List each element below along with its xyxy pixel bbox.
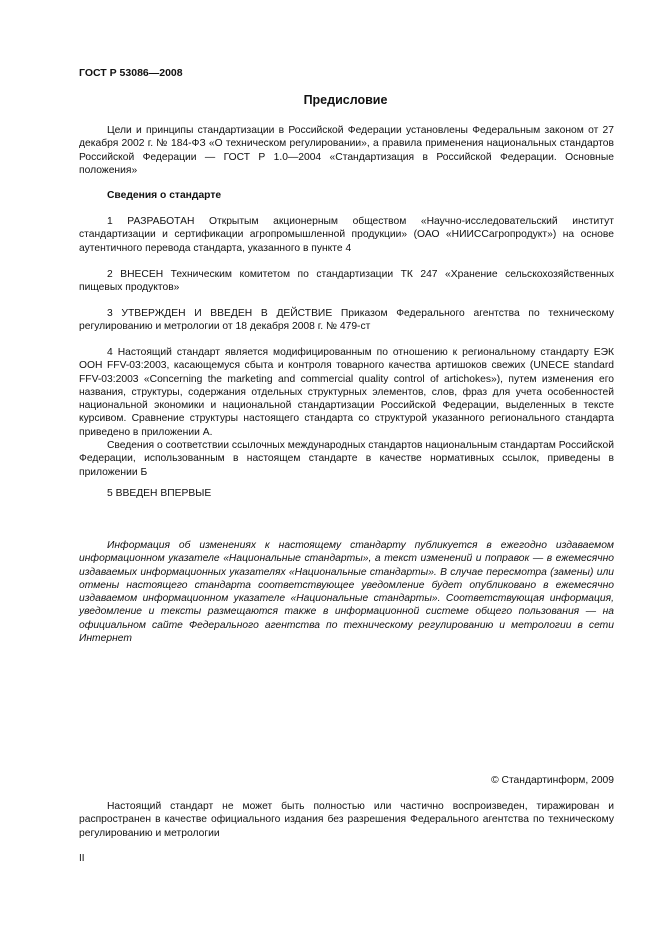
item-2 [79,268,614,295]
intro-block [79,124,614,177]
section-heading-block [79,189,614,202]
reproduction-block [79,800,614,840]
document-code: ГОСТ Р 53086—2008 [79,67,183,79]
intro-paragraph: Цели и принципы стандартизации в Российской Федерации установлены Федеральным законом от 27 декабря 2002 г. № 184-ФЗ «О техническом регулировании», а правила применения национальных стандартов Российской Федерации — ГОСТ Р 1.0—2004 «Стандартизация в Российской Федерации. Основные положения» [79,125,614,176]
reproduction-notice: Настоящий стандарт не может быть полностью или частично воспроизведен, тиражирован и распространен в качестве официального издания без разрешения Федерального агентства по техническому регулированию и метрологии [79,801,614,839]
item-developed: 1 РАЗРАБОТАН Открытым акционерным обществом «Научно-исследовательский институт стандартизации и сертификации агропромышленной продукции» (ОАО «НИИССагропродукт») на основе аутентичного перевода стандарта, указанного в пункте 4 [79,216,614,254]
item-introduced: 2 ВНЕСЕН Техническим комитетом по стандартизации ТК 247 «Хранение сельскохозяйственных пищевых продуктов» [79,269,614,294]
info-block [79,539,614,645]
item-first-introduced: 5 ВВЕДЕН ВПЕРВЫЕ [107,488,212,499]
item-3 [79,307,614,334]
item-5 [79,487,614,500]
item-modified: 4 Настоящий стандарт является модифицированным по отношению к региональному стандарту ЕЭК ООН FFV-03:2003, касающемуся сбыта и контроля товарного качества артишоков свежих (UNECE standard FFV-03:2003 «Concerning the marketing and commercial quality control of artichokes»), путем изменения его названия, структуры, содержания отдельных структурных элементов, слов, фраз для учета особенностей национальной экономики и национальной стандартизации Российской Федерации, выделенных в тексте курсивом. Сравнение структуры настоящего стандарта со структурой указанного регионального стандарта приведено в приложении А. [79,347,614,438]
page-number: II [79,853,85,864]
section-title: Сведения о стандарте [107,190,222,201]
copyright: © Стандартинформ, 2009 [491,775,614,786]
item-approved: 3 УТВЕРЖДЕН И ВВЕДЕН В ДЕЙСТВИЕ Приказом Федерального агентства по техническому регулированию и метрологии от 18 декабря 2008 г. № 479-ст [79,308,614,333]
page-title: Предисловие [303,93,388,107]
item-references: Сведения о соответствии ссылочных международных стандартов национальным стандартам Российской Федерации, использованным в настоящем стандарте в качестве нормативных ссылок, приведены в приложении Б [79,440,614,478]
item-1 [79,215,614,255]
info-notice: Информация об изменениях к настоящему стандарту публикуется в ежегодно издаваемом информационном указателе «Национальные стандарты», а текст изменений и поправок — в ежемесячно издаваемых информационных указателях «Национальные стандарты». В случае пересмотра (замены) или отмены настоящего стандарта соответствующее уведомление будет опубликовано в ежемесячно издаваемом информационном указателе «Национальные стандарты». Соответствующая информация, уведомление и тексты размещаются также в информационной системе общего пользования — на официальном сайте Федерального агентства по техническому регулированию и метрологии в сети Интернет [79,540,614,645]
item-4 [79,346,614,479]
